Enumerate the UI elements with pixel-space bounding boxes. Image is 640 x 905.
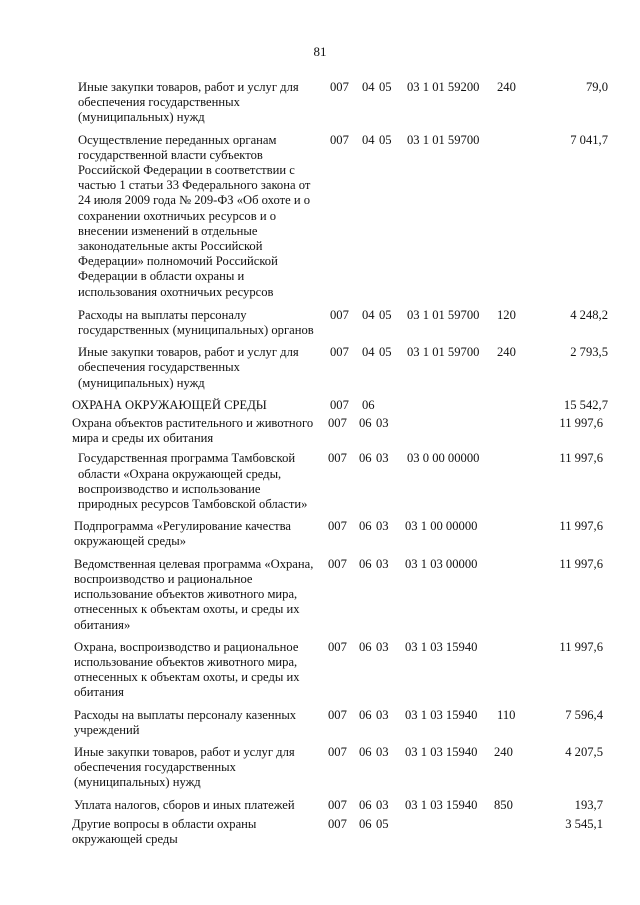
subsection-code: 05 bbox=[379, 132, 392, 147]
section-code: 04 bbox=[362, 345, 375, 360]
table-row bbox=[0, 308, 640, 338]
amount: 2 793,5 bbox=[570, 345, 608, 360]
subsection-code: 03 bbox=[376, 797, 389, 812]
budget-table bbox=[0, 80, 640, 847]
admin-code: 007 bbox=[330, 397, 349, 412]
admin-code: 007 bbox=[328, 451, 347, 466]
expense-name: Охрана, воспроизводство и рациональное использование объектов животного мира, отнесенных к объектам охоты, и среды их обитания bbox=[74, 639, 300, 700]
subsection-code: 05 bbox=[379, 307, 392, 322]
target-article-code: 03 1 01 59200 bbox=[407, 80, 480, 94]
section-code: 04 bbox=[362, 307, 375, 322]
expense-name: Иные закупки товаров, работ и услуг для обеспечения государственных (муниципальных) нужд bbox=[74, 744, 295, 790]
subsection-code: 03 bbox=[376, 451, 389, 466]
expense-type-code: 240 bbox=[497, 80, 516, 94]
amount: 11 997,6 bbox=[559, 451, 603, 466]
table-row bbox=[0, 817, 640, 847]
expense-name: Подпрограмма «Регулирование качества окружающей среды» bbox=[74, 519, 291, 549]
target-article-code: 03 1 01 59700 bbox=[407, 307, 480, 322]
admin-code: 007 bbox=[330, 307, 349, 322]
admin-code: 007 bbox=[328, 556, 347, 571]
admin-code: 007 bbox=[330, 345, 349, 360]
expense-name: Иные закупки товаров, работ и услуг для обеспечения государственных (муниципальных) нужд bbox=[78, 345, 299, 390]
amount: 3 545,1 bbox=[565, 816, 603, 831]
section-code: 04 bbox=[362, 132, 375, 147]
subsection-code: 03 bbox=[376, 744, 389, 759]
expense-type-code: 120 bbox=[497, 307, 516, 322]
table-row bbox=[0, 640, 640, 701]
expense-name: Ведомственная целевая программа «Охрана, воспроизводство и рациональное использование объектов животного мира, отнесенных к объектам охоты, и среды их обитания» bbox=[74, 556, 314, 632]
admin-code: 007 bbox=[328, 816, 347, 831]
section-code: 06 bbox=[359, 639, 372, 654]
table-row bbox=[0, 708, 640, 738]
amount: 11 997,6 bbox=[559, 639, 603, 654]
admin-code: 007 bbox=[328, 797, 347, 812]
target-article-code: 03 1 00 00000 bbox=[405, 519, 478, 534]
amount: 4 248,2 bbox=[570, 307, 608, 322]
table-row bbox=[0, 557, 640, 633]
expense-name: Охрана объектов растительного и животного мира и среды их обитания bbox=[72, 416, 314, 446]
table-row bbox=[0, 519, 640, 549]
amount: 4 207,5 bbox=[565, 744, 603, 759]
target-article-code: 03 1 03 15940 bbox=[405, 797, 478, 812]
target-article-code: 03 1 01 59700 bbox=[407, 345, 480, 360]
section-code: 06 bbox=[359, 556, 372, 571]
amount: 79,0 bbox=[585, 80, 608, 94]
table-row bbox=[0, 398, 640, 413]
amount: 11 997,6 bbox=[559, 556, 603, 571]
section-code: 06 bbox=[359, 519, 372, 534]
table-row bbox=[0, 451, 640, 512]
expense-name: Государственная программа Тамбовской области «Охрана окружающей среды, воспроизводство и использование природных ресурсов Тамбовской области» bbox=[78, 451, 308, 512]
subsection-code: 03 bbox=[376, 556, 389, 571]
target-article-code: 03 0 00 00000 bbox=[407, 451, 480, 466]
section-code: 06 bbox=[359, 451, 372, 466]
subsection-code: 05 bbox=[376, 816, 389, 831]
expense-name: Уплата налогов, сборов и иных платежей bbox=[74, 797, 295, 812]
expense-name: Расходы на выплаты персоналу государственных (муниципальных) органов bbox=[78, 307, 314, 338]
expense-name: Иные закупки товаров, работ и услуг для обеспечения государственных (муниципальных) нужд bbox=[78, 80, 299, 125]
table-row bbox=[0, 80, 640, 126]
amount: 7 596,4 bbox=[565, 707, 603, 722]
admin-code: 007 bbox=[330, 80, 349, 94]
amount: 11 997,6 bbox=[559, 416, 603, 431]
admin-code: 007 bbox=[328, 519, 347, 534]
admin-code: 007 bbox=[328, 639, 347, 654]
section-code: 06 bbox=[359, 744, 372, 759]
amount: 7 041,7 bbox=[570, 132, 608, 147]
subsection-code: 03 bbox=[376, 519, 389, 534]
section-code: 04 bbox=[362, 80, 375, 94]
section-code: 06 bbox=[359, 416, 372, 431]
amount: 193,7 bbox=[574, 797, 603, 812]
subsection-code: 03 bbox=[376, 416, 389, 431]
subsection-code: 05 bbox=[379, 80, 392, 94]
target-article-code: 03 1 03 15940 bbox=[405, 639, 478, 654]
subsection-code: 05 bbox=[379, 345, 392, 360]
table-row bbox=[0, 133, 640, 300]
subsection-code: 03 bbox=[376, 639, 389, 654]
expense-name: Осуществление переданных органам государственной власти субъектов Российской Федерации в соответствии с частью 1 статьи 33 Федерального закона от 24 июля 2009 года № 209-ФЗ «Об охоте и о сохранении охотничьих ресурсов и о внесении изменений в отдельные законодательные акты Российской Федерации» полномочий Российской Федерации в области охраны и использования охотничьих ресурсов bbox=[78, 132, 311, 299]
table-row bbox=[0, 798, 640, 813]
table-row bbox=[0, 416, 640, 446]
target-article-code: 03 1 03 15940 bbox=[405, 744, 478, 759]
admin-code: 007 bbox=[328, 416, 347, 431]
expense-name: Расходы на выплаты персоналу казенных учреждений bbox=[74, 707, 297, 737]
expense-type-code: 850 bbox=[494, 797, 513, 812]
section-code: 06 bbox=[359, 816, 372, 831]
subsection-code: 03 bbox=[376, 707, 389, 722]
expense-name: Другие вопросы в области охраны окружающей среды bbox=[72, 816, 257, 846]
target-article-code: 03 1 03 00000 bbox=[405, 556, 478, 571]
section-code: 06 bbox=[359, 707, 372, 722]
expense-type-code: 110 bbox=[497, 707, 516, 722]
expense-type-code: 240 bbox=[494, 744, 513, 759]
page-number: 81 bbox=[313, 44, 327, 59]
amount: 15 542,7 bbox=[563, 397, 608, 412]
target-article-code: 03 1 03 15940 bbox=[405, 707, 478, 722]
table-row bbox=[0, 345, 640, 391]
expense-name: ОХРАНА ОКРУЖАЮЩЕЙ СРЕДЫ bbox=[72, 397, 267, 412]
target-article-code: 03 1 01 59700 bbox=[407, 132, 480, 147]
section-code: 06 bbox=[362, 397, 375, 412]
section-code: 06 bbox=[359, 797, 372, 812]
table-row bbox=[0, 745, 640, 791]
amount: 11 997,6 bbox=[559, 519, 603, 534]
admin-code: 007 bbox=[328, 707, 347, 722]
expense-type-code: 240 bbox=[497, 345, 516, 360]
admin-code: 007 bbox=[328, 744, 347, 759]
admin-code: 007 bbox=[330, 132, 349, 147]
